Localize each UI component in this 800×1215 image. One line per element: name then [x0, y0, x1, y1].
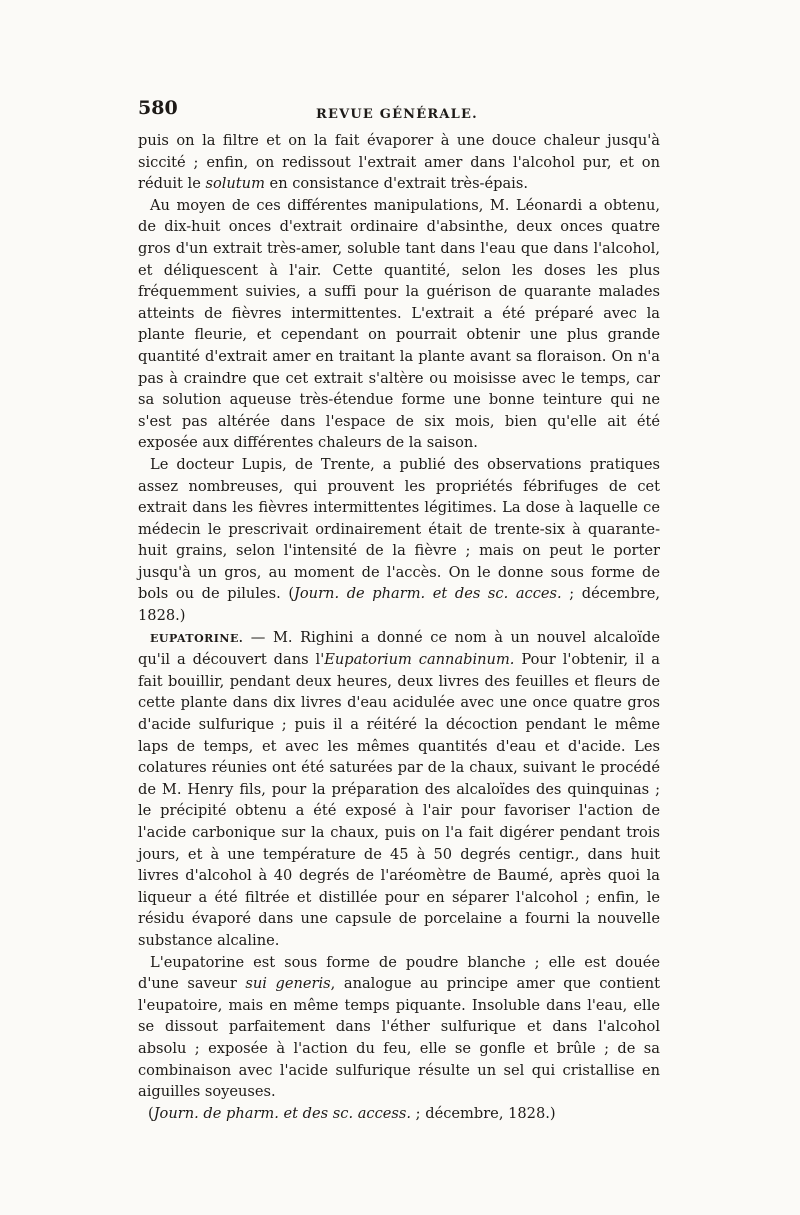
- journal-reference: Journ. de pharm. et des sc. acces.: [294, 585, 562, 603]
- page-header: [138, 98, 660, 130]
- paragraph-text: — M. Righini a donné ce nom à un nouvel alcaloïde qu'il a découvert dans l': [138, 628, 660, 669]
- paragraph-properties: [138, 952, 660, 1103]
- paragraph-continuation: [138, 130, 660, 195]
- running-head: REVUE GÉNÉRALE.: [316, 107, 478, 122]
- page-number: 580: [138, 97, 178, 119]
- journal-reference: Journ. de pharm. et des sc. access.: [153, 1104, 412, 1122]
- paragraph-leonardi: Au moyen de ces différentes manipulations, M. Léonardi a obtenu, de dix-huit onces d'extrait ordinaire d'absinthe, deux onces quatre gros d'un extrait très-amer, soluble tant dans l'eau que dans l'alcohol, et déliquescent à l'air. Cette quantité, selon les doses les plus fréquemment suivies, a suffi pour la guérison de quarante malades atteints de fièvres intermittentes. L'extrait a été préparé avec la plante fleurie, et cependant on pourrait obtenir une plus grande quantité d'extrait amer en traitant la plante avant sa floraison. On n'a pas à craindre que cet extrait s'altère ou moisisse avec le temps, car sa solution aqueuse très-étendue forme une bonne teinture qui ne s'est pas altérée dans l'espace de six mois, bien qu'elle ait été exposée aux différentes chaleurs de la saison.: [138, 196, 660, 452]
- citation-date: ; décembre, 1828.): [411, 1104, 556, 1122]
- italic-term: sui generis: [245, 975, 331, 993]
- citation-open: (: [148, 1104, 154, 1122]
- paragraph-eupatorine: [138, 627, 660, 952]
- paragraph-text: Pour l'obtenir, il a fait bouillir, pendant deux heures, deux livres des feuilles et fleurs de cette plante dans dix livres d'eau acidulée avec une once quatre gros d'acide sulfurique ; puis il a réitéré la décoction pendant le même laps de temps, et avec les mêmes quantités d'eau et d'acide. Les colatures réunies ont été saturées par de la chaux, suivant le procédé de M. Henry fils, pour la préparation des alcaloïdes des quinquinas ; le précipité obtenu a été exposé à l'air pour favoriser l'action de l'acide carbonique sur la chaux, puis on l'a fait digérer pendant trois jours, et à une température de 45 à 50 degrés centigr., dans huit livres d'alcohol à 40 degrés de l'aréomètre de Baumé, après quoi la liqueur a été filtrée et distillée pour en séparer l'alcohol ; enfin, le résidu évaporé dans une capsule de porcelaine a fourni la nouvelle substance alcaline.: [138, 651, 660, 949]
- paragraph-lupis: [138, 454, 660, 627]
- paragraph-text: Le docteur Lupis, de Trente, a publié des observations pratiques assez nombreuses, qui prouvent les propriétés fébrifuges de cet extrait dans les fièvres intermittentes légitimes. La dose à laquelle ce médecin le prescrivait ordinairement était de trente-six à quarante-huit grains, selon l'intensité de la fièvre ; mais on peut le porter jusqu'à un gros, au moment de l'accès. On le donne sous forme de bols ou de pilules. (: [138, 455, 660, 603]
- italic-species: Eupatorium cannabinum.: [324, 651, 515, 669]
- paragraph-text: , analogue au principe amer que contient l'eupatoire, mais en même temps piquante. Insoluble dans l'eau, elle se dissout parfaitement dans l'éther sulfurique et dans l'alcohol absolu ; exposée à l'action du feu, elle se gonfle et brûle ; de sa combinaison avec l'acide sulfurique résulte un sel qui cristallise en aiguilles soyeuses.: [138, 975, 661, 1101]
- citation: [138, 1103, 660, 1125]
- text-column: [138, 98, 660, 1124]
- paragraph-text: ; décembre, 1828.): [138, 585, 660, 625]
- paragraph-text: L'eupatorine est sous forme de poudre blanche ; elle est douée d'une saveur: [138, 953, 660, 993]
- paragraph-text: puis on la filtre et on la fait évaporer à une douce chaleur jusqu'à siccité ; enfin, on redissout l'extrait amer dans l'alcohol pur, et on réduit le: [138, 132, 660, 193]
- italic-term: solutum: [205, 175, 265, 193]
- paragraph-text: en consistance d'extrait très-épais.: [264, 175, 528, 193]
- section-heading: EUPATORINE.: [150, 631, 244, 645]
